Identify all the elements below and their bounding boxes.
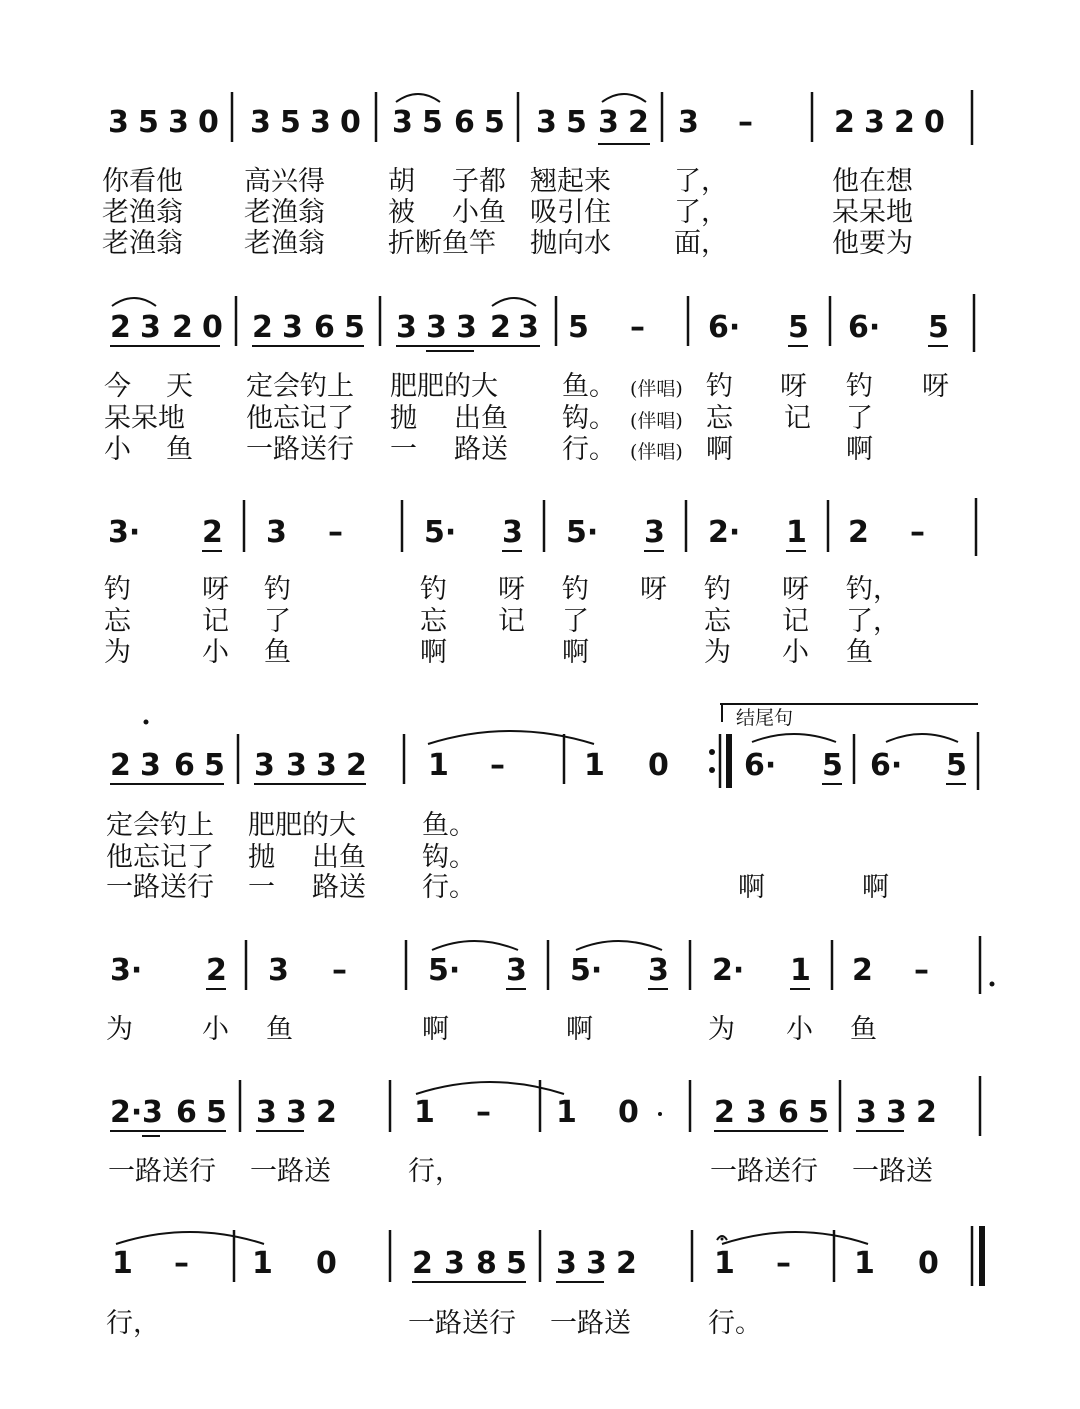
lyric: 啊 (566, 1014, 593, 1045)
lyric: 呀 (498, 574, 525, 605)
note: 3· (108, 515, 141, 550)
note: – (332, 953, 347, 988)
repeat-dot (709, 767, 715, 773)
note: 3 (586, 1246, 607, 1281)
note: 6· (870, 748, 903, 783)
lyric: 行。 (708, 1308, 762, 1339)
lyric: 呀 (922, 371, 949, 402)
lyric: 他要为 (832, 228, 913, 259)
lyric: 翘起来 (530, 166, 611, 197)
note: 1 (252, 1246, 273, 1281)
note: 6 (174, 748, 195, 783)
note: 1 (556, 1095, 577, 1130)
system-1 (102, 90, 972, 259)
note: 5· (570, 953, 603, 988)
note: 1 (790, 953, 811, 988)
note: 1 (714, 1246, 735, 1281)
note: 3 (168, 105, 189, 140)
note: 5· (424, 515, 457, 550)
lyric: 鱼 (850, 1014, 877, 1045)
lyric: 钩。 (422, 842, 476, 873)
note: 6 (314, 310, 335, 345)
note: 3 (254, 748, 275, 783)
lyric: 了 (846, 403, 873, 434)
note: 3 (108, 105, 129, 140)
note: 3 (678, 105, 699, 140)
lyric: 呀 (780, 371, 807, 402)
lyric: 啊 (706, 434, 733, 465)
note: 2· (712, 953, 745, 988)
note: 6· (744, 748, 777, 783)
lyric: 钓 (420, 574, 447, 605)
system-2 (104, 294, 974, 465)
note: 3 (250, 105, 271, 140)
lyric: 抛向水 (530, 228, 611, 259)
lyric: 了， (674, 166, 728, 197)
lyric: 一路送行 (246, 434, 354, 465)
lyric: 被 (388, 197, 415, 228)
speck (144, 720, 149, 725)
slur (396, 94, 440, 102)
lyric: 一路送行 (106, 872, 214, 903)
lyric: 一路送 (852, 1156, 933, 1187)
note: 3 (502, 515, 523, 550)
note: 5 (280, 105, 301, 140)
lyric: 肥肥的大 (248, 810, 356, 841)
lyric: 抛 (390, 403, 417, 434)
note: 2 (628, 105, 649, 140)
lyric: 定会钓上 (246, 371, 354, 402)
lyric: 钓 (706, 371, 733, 402)
note: 0 (198, 105, 219, 140)
lyric: 钓 (704, 574, 731, 605)
note: 0 (918, 1246, 939, 1281)
note: 5 (506, 1246, 527, 1281)
note: 3 (140, 748, 161, 783)
note: 0 (316, 1246, 337, 1281)
note: 6 (778, 1095, 799, 1130)
note: – (914, 953, 929, 988)
fermata (721, 1238, 724, 1241)
speck (990, 982, 995, 987)
lyric: 记 (782, 606, 809, 637)
lyric: 老渔翁 (102, 197, 183, 228)
lyric: 钓 (846, 371, 873, 402)
note: 6 (454, 105, 475, 140)
note: 3 (536, 105, 557, 140)
lyric: 鱼 (266, 1014, 293, 1045)
note: 5 (204, 748, 225, 783)
lyric: (伴唱) (630, 441, 683, 463)
lyric: 胡 (388, 166, 415, 197)
note: 2· (708, 515, 741, 550)
note: 0 (340, 105, 361, 140)
note: 2 (616, 1246, 637, 1281)
note: 3 (316, 748, 337, 783)
note: 3 (142, 1095, 163, 1130)
note: – (630, 310, 645, 345)
lyric: 出鱼 (454, 403, 508, 434)
lyric: 鱼。 (422, 810, 476, 841)
lyric: 抛 (248, 842, 275, 873)
lyric: 鱼。 (562, 371, 616, 402)
lyric: 折断鱼竿 (388, 228, 496, 259)
note: 5 (946, 748, 967, 783)
note: 0 (648, 748, 669, 783)
system-6 (108, 1076, 980, 1187)
lyric: 老渔翁 (102, 228, 183, 259)
lyric: 记 (202, 606, 229, 637)
lyric: 钓 (104, 574, 131, 605)
note: 5 (484, 105, 505, 140)
lyric: 忘 (706, 403, 733, 434)
lyric: 一 (390, 434, 417, 465)
note: 3 (282, 310, 303, 345)
note: 3 (286, 1095, 307, 1130)
system-4 (106, 704, 978, 903)
lyric: 他忘记了 (246, 403, 354, 434)
lyric: 呀 (202, 574, 229, 605)
lyric: 啊 (862, 872, 889, 903)
note: 0 (202, 310, 223, 345)
note: 2 (852, 953, 873, 988)
system-7 (106, 1226, 982, 1339)
lyric: 一 (248, 872, 275, 903)
slur (752, 734, 836, 742)
note: 2 (834, 105, 855, 140)
note: 1 (584, 748, 605, 783)
lyric: 了 (562, 606, 589, 637)
note: 2 (172, 310, 193, 345)
note: 3 (556, 1246, 577, 1281)
lyric: 高兴得 (244, 166, 325, 197)
note: – (776, 1246, 791, 1281)
note: 5 (138, 105, 159, 140)
slur (722, 1232, 868, 1244)
note: 1 (854, 1246, 875, 1281)
note: 5· (428, 953, 461, 988)
note: 2 (202, 515, 223, 550)
note: 3 (864, 105, 885, 140)
slur (416, 1082, 564, 1094)
lyric: 了， (674, 197, 728, 228)
lyric: 小鱼 (452, 197, 506, 228)
note: 2 (316, 1095, 337, 1130)
lyric: 小 (782, 637, 809, 668)
lyric: 为 (106, 1014, 133, 1045)
lyric: 忘 (104, 606, 131, 637)
note: 3 (648, 953, 669, 988)
lyric: 他忘记了 (106, 842, 214, 873)
lyric: 为 (104, 637, 131, 668)
lyric: 鱼 (166, 434, 193, 465)
lyric: 吸引住 (530, 197, 611, 228)
lyric: 呀 (782, 574, 809, 605)
lyric: 忘 (704, 606, 731, 637)
lyric: 他在想 (832, 166, 913, 197)
lyric: 钓 (562, 574, 589, 605)
lyric: 忘 (420, 606, 447, 637)
note: 3 (266, 515, 287, 550)
note: 2· (110, 1095, 143, 1130)
lyric: 钓， (846, 574, 900, 605)
lyric: 钓 (264, 574, 291, 605)
lyric: 定会钓上 (106, 810, 214, 841)
note: 3 (856, 1095, 877, 1130)
lyric: 小 (202, 637, 229, 668)
lyric: 小 (202, 1014, 229, 1045)
note: 3· (110, 953, 143, 988)
slur (432, 941, 518, 950)
note: – (910, 515, 925, 550)
lyric: 啊 (422, 1014, 449, 1045)
note: 8 (476, 1246, 497, 1281)
note: 5 (788, 310, 809, 345)
lyric: 出鱼 (312, 842, 366, 873)
lyric: 呆呆地 (104, 403, 185, 434)
lyric: 一路送行 (408, 1308, 516, 1339)
lyric: 一路送行 (710, 1156, 818, 1187)
lyric: 老渔翁 (244, 197, 325, 228)
note: 5 (928, 310, 949, 345)
note: 3 (392, 105, 413, 140)
note: 3 (598, 105, 619, 140)
lyric: 呆呆地 (832, 197, 913, 228)
lyric: 小 (104, 434, 131, 465)
lyric: 一路送行 (108, 1156, 216, 1187)
lyric: 了， (846, 606, 900, 637)
note: 6· (848, 310, 881, 345)
lyric: 今 (104, 371, 131, 402)
note: 3 (426, 310, 447, 345)
slur (116, 1232, 264, 1244)
lyric: 鱼 (846, 637, 873, 668)
lyric: (伴唱) (630, 410, 683, 432)
lyric: 行。 (422, 872, 476, 903)
note: 1 (112, 1246, 133, 1281)
lyric: 记 (498, 606, 525, 637)
note: 2 (894, 105, 915, 140)
lyric: 啊 (846, 434, 873, 465)
note: 2 (490, 310, 511, 345)
note: 3 (644, 515, 665, 550)
note: 5 (422, 105, 443, 140)
lyric: 你看他 (102, 166, 183, 197)
note: – (490, 748, 505, 783)
note: 3 (256, 1095, 277, 1130)
note: 3 (268, 953, 289, 988)
note: 3 (518, 310, 539, 345)
note: 6 (176, 1095, 197, 1130)
note: 3 (886, 1095, 907, 1130)
slur (492, 298, 536, 306)
lyric: 呀 (640, 574, 667, 605)
note: 0 (618, 1095, 639, 1130)
lyric: 为 (708, 1014, 735, 1045)
note: 3 (396, 310, 417, 345)
lyric: 路送 (454, 434, 508, 465)
note: 3 (310, 105, 331, 140)
lyric: 小 (786, 1014, 813, 1045)
lyric: 啊 (738, 872, 765, 903)
note: – (738, 105, 753, 140)
note: 2 (714, 1095, 735, 1130)
note: 2 (412, 1246, 433, 1281)
lyric: 一路送 (250, 1156, 331, 1187)
lyric: 为 (704, 637, 731, 668)
note: 5 (566, 105, 587, 140)
repeat-dot (709, 749, 715, 755)
slur (576, 941, 662, 950)
lyric: 钩。 (562, 403, 616, 434)
note: 1 (428, 748, 449, 783)
lyric: 记 (784, 403, 811, 434)
note: 2 (848, 515, 869, 550)
system-5 (106, 936, 995, 1045)
note: 3 (456, 310, 477, 345)
lyric: 子都 (452, 166, 506, 197)
note: 2 (252, 310, 273, 345)
lyric: 天 (166, 371, 193, 402)
lyric: 行， (408, 1156, 462, 1187)
lyric: 肥肥的大 (390, 371, 498, 402)
note: 3 (506, 953, 527, 988)
lyric: 行。 (562, 434, 616, 465)
note: 6· (708, 310, 741, 345)
lyric: 老渔翁 (244, 228, 325, 259)
note: 1 (414, 1095, 435, 1130)
note: 3 (444, 1246, 465, 1281)
lyric: 鱼 (264, 637, 291, 668)
note: 2 (110, 310, 131, 345)
lyric: 啊 (420, 637, 447, 668)
slur (886, 734, 958, 742)
lyric: (伴唱) (630, 378, 683, 400)
lyric: 面， (674, 228, 728, 259)
note: 2 (110, 748, 131, 783)
note: 5 (808, 1095, 829, 1130)
note: 5 (822, 748, 843, 783)
lyric: 了 (264, 606, 291, 637)
note: 3 (286, 748, 307, 783)
note: – (328, 515, 343, 550)
note: 5 (568, 310, 589, 345)
note: 5· (566, 515, 599, 550)
note: – (174, 1246, 189, 1281)
lyric: 一路送 (550, 1308, 631, 1339)
speck (658, 1112, 662, 1116)
note: 5 (344, 310, 365, 345)
lyric: 行， (106, 1308, 160, 1339)
lyric: 路送 (312, 872, 366, 903)
note: 2 (346, 748, 367, 783)
slur (602, 94, 646, 102)
note: 5 (206, 1095, 227, 1130)
note: 2 (916, 1095, 937, 1130)
slur (112, 298, 156, 306)
note: 1 (786, 515, 807, 550)
lyric: 啊 (562, 637, 589, 668)
note: – (476, 1095, 491, 1130)
slur (428, 731, 594, 744)
note: 2 (206, 953, 227, 988)
coda-label: 结尾句 (736, 707, 794, 729)
note: 3 (140, 310, 161, 345)
note: 3 (746, 1095, 767, 1130)
note: 0 (924, 105, 945, 140)
system-3 (104, 498, 976, 668)
